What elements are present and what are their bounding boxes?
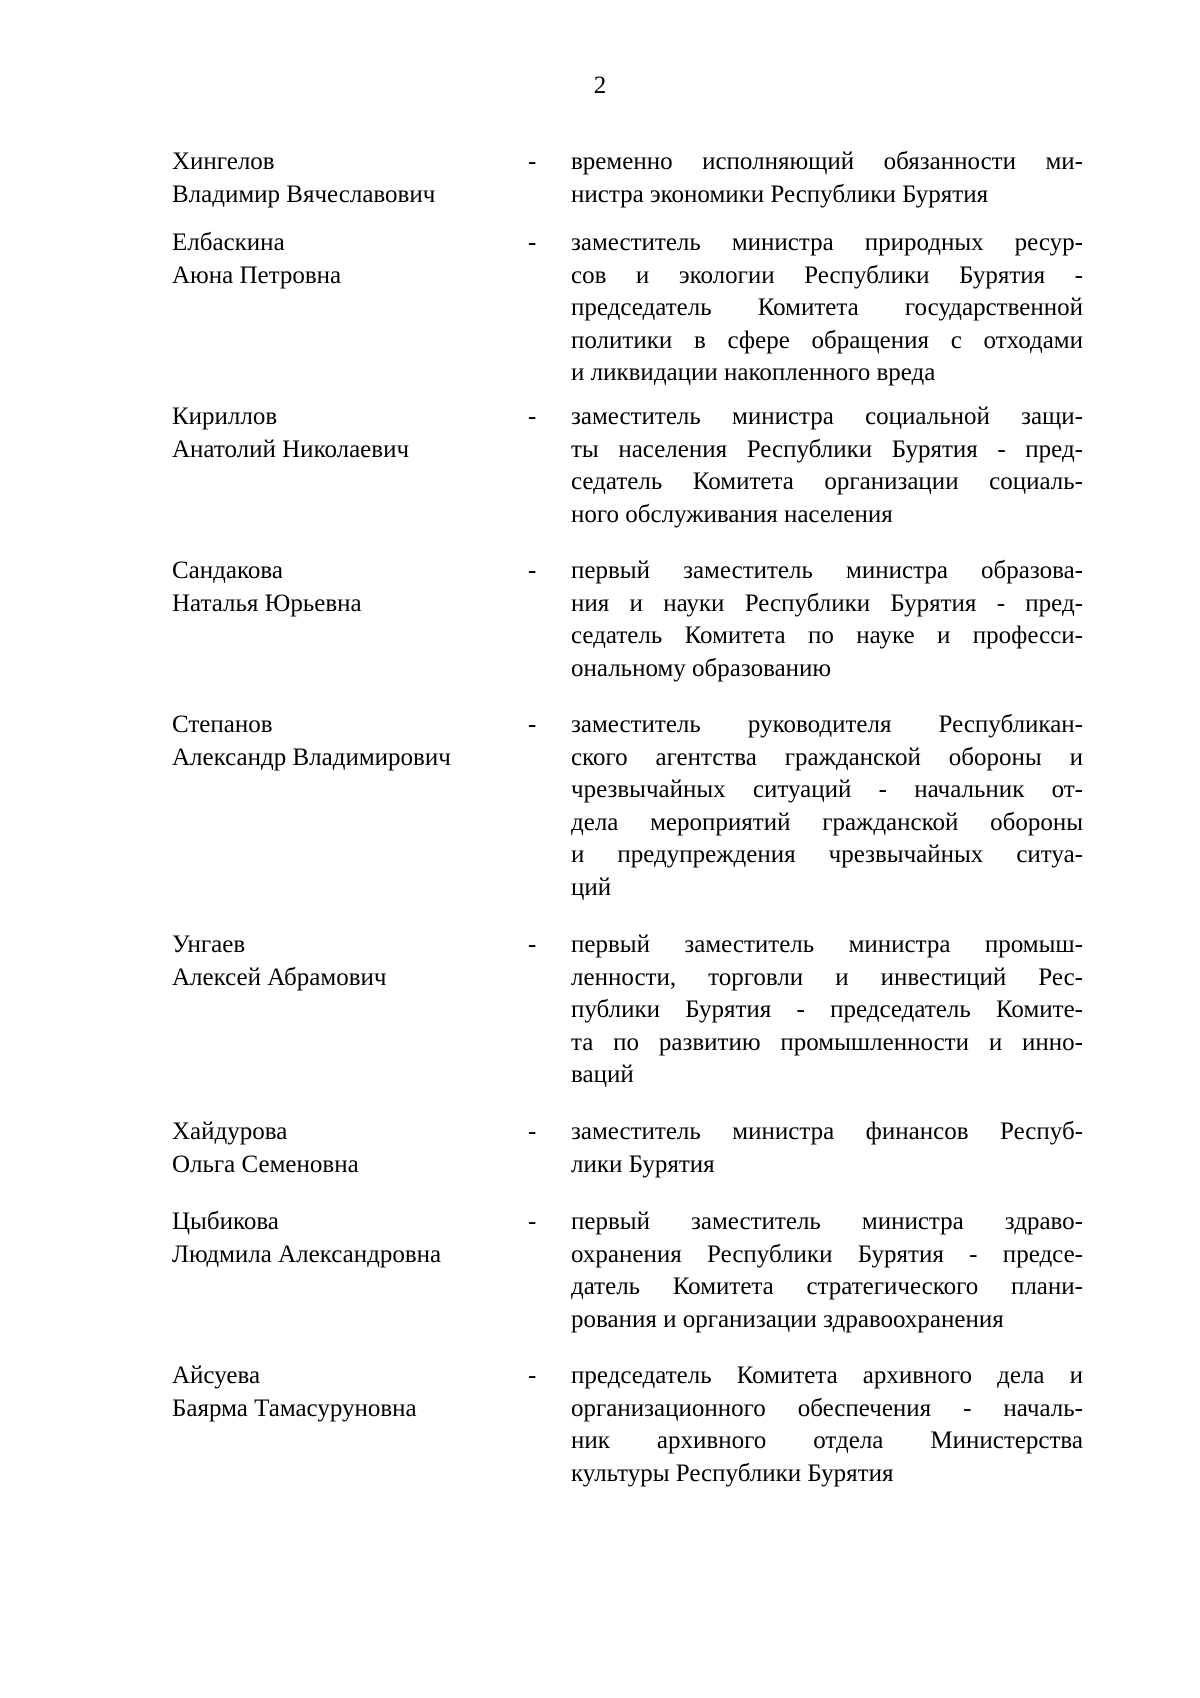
position-line: ского агентства гражданской обороны и [571, 743, 1083, 771]
member-entry [0, 1116, 1200, 1206]
separator-dash: - [528, 1362, 537, 1389]
position-line: ваций [571, 1061, 634, 1088]
member-entry [0, 146, 1200, 227]
position-line: чрезвычайных ситуаций - начальник от- [571, 776, 1083, 803]
separator-dash: - [528, 1118, 537, 1145]
member-given-name: Владимир Вячеславович [172, 180, 436, 208]
position-line: публики Бурятия - председатель Комите- [571, 996, 1083, 1023]
member-entry [0, 1360, 1200, 1500]
member-surname: Хингелов [172, 148, 275, 175]
position-line: ленности, торговли и инвестиций Рес- [571, 963, 1083, 991]
member-given-name: Алексей Абрамович [172, 963, 387, 991]
position-line: ного обслуживания населения [571, 500, 893, 528]
member-name [172, 1206, 512, 1271]
member-position [571, 227, 1083, 390]
member-surname: Цыбикова [172, 1208, 279, 1235]
position-line: седатель Комитета организации социаль- [571, 468, 1083, 495]
member-given-name: Наталья Юрьевна [172, 589, 362, 617]
position-line: первый заместитель министра здраво- [571, 1208, 1083, 1235]
position-line: сов и экологии Республики Бурятия - [571, 261, 1083, 289]
member-entry [0, 227, 1200, 401]
member-surname: Елбаскина [172, 229, 285, 256]
member-given-name: Анатолий Николаевич [172, 435, 410, 463]
position-line: председатель Комитета государственной [571, 294, 1083, 321]
member-surname: Сандакова [172, 557, 283, 584]
member-name [172, 1116, 512, 1181]
member-entry [0, 1206, 1200, 1360]
position-line: датель Комитета стратегического плани- [571, 1273, 1083, 1300]
position-line: ник архивного отдела Министерства [571, 1427, 1083, 1454]
separator-dash: - [528, 403, 537, 430]
position-line: заместитель министра социальной защи- [571, 403, 1083, 430]
separator-dash: - [528, 557, 537, 584]
position-line: и предупреждения чрезвычайных ситуа- [571, 841, 1083, 868]
position-line: организационного обеспечения - началь- [571, 1394, 1083, 1422]
position-line: нистра экономики Республики Бурятия [571, 180, 989, 208]
position-line: председатель Комитета архивного дела и [571, 1362, 1083, 1389]
separator-dash: - [528, 1208, 537, 1235]
member-entry [0, 929, 1200, 1116]
position-line: та по развитию промышленности и инно- [571, 1028, 1083, 1056]
member-entry [0, 555, 1200, 709]
position-line: заместитель министра природных ресур- [571, 229, 1083, 256]
member-entry [0, 401, 1200, 555]
member-surname: Айсуева [172, 1362, 261, 1389]
member-position [571, 1116, 1083, 1181]
member-surname: Кириллов [172, 403, 278, 430]
member-list [0, 146, 1200, 1500]
member-name [172, 555, 512, 620]
position-line: первый заместитель министра образова- [571, 557, 1083, 584]
member-entry [0, 709, 1200, 929]
position-line: политики в сфере обращения с отходами [571, 326, 1083, 354]
position-line: седатель Комитета по науке и професси- [571, 622, 1083, 649]
member-given-name: Баярма Тамасуруновна [172, 1394, 417, 1422]
position-line: временно исполняющий обязанности ми- [571, 148, 1083, 175]
position-line: дела мероприятий гражданской обороны [571, 808, 1083, 836]
member-name [172, 709, 512, 774]
member-name [172, 1360, 512, 1425]
member-name [172, 929, 512, 994]
page-number: 2 [593, 72, 607, 99]
member-position [571, 1206, 1083, 1336]
member-position [571, 401, 1083, 531]
member-given-name: Людмила Александровна [172, 1240, 442, 1268]
separator-dash: - [528, 931, 537, 958]
member-surname: Хайдурова [172, 1118, 288, 1145]
position-line: ты населения Республики Бурятия - пред- [571, 435, 1083, 463]
position-line: ций [571, 873, 612, 901]
member-position [571, 929, 1083, 1092]
member-given-name: Александр Владимирович [172, 743, 451, 771]
position-line: ональному образованию [571, 654, 832, 682]
position-line: ния и науки Республики Бурятия - пред- [571, 589, 1083, 617]
member-position [571, 146, 1083, 211]
member-surname: Степанов [172, 711, 273, 738]
member-name [172, 401, 512, 466]
member-surname: Унгаев [172, 931, 246, 958]
position-line: рования и организации здравоохранения [571, 1305, 1004, 1333]
position-line: культуры Республики Бурятия [571, 1459, 894, 1487]
position-line: лики Бурятия [571, 1150, 715, 1178]
position-line: охранения Республики Бурятия - предсе- [571, 1240, 1083, 1268]
position-line: заместитель министра финансов Респуб- [571, 1118, 1083, 1145]
member-position [571, 709, 1083, 904]
position-line: первый заместитель министра промыш- [571, 931, 1083, 958]
position-line: и ликвидации накопленного вреда [571, 359, 936, 386]
member-position [571, 555, 1083, 685]
position-line: заместитель руководителя Республикан- [571, 711, 1083, 738]
separator-dash: - [528, 148, 537, 175]
member-position [571, 1360, 1083, 1490]
member-given-name: Ольга Семеновна [172, 1150, 359, 1178]
member-given-name: Аюна Петровна [172, 261, 342, 289]
member-name [172, 227, 512, 292]
member-name [172, 146, 512, 211]
separator-dash: - [528, 711, 537, 738]
separator-dash: - [528, 229, 537, 256]
